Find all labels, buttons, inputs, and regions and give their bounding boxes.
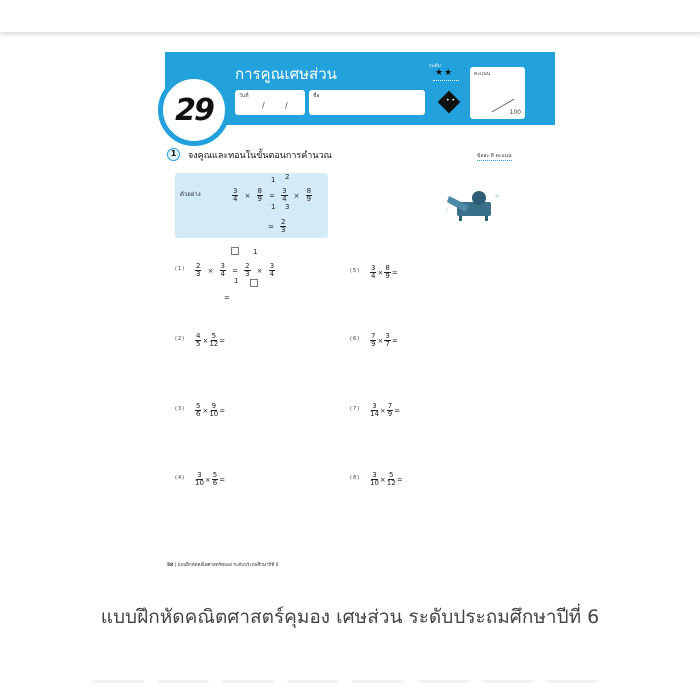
example-result: = $\frac{2}{3}$ (268, 218, 286, 234)
date-separator: / (285, 101, 288, 110)
problem-1-expression: $\frac{2}{3}$ × $\frac{3}{4}$ = $\frac{2}{3}$ × $\frac{3}{4}$ (196, 262, 275, 278)
problem-label: (5) (350, 268, 361, 274)
date-label: วันที่ (239, 93, 249, 99)
product-caption: แบบฝึกหัดคณิตศาสตร์คุมอง เศษส่วน ระดับประถมศึกษาปีที่ 6 (100, 606, 600, 628)
problem-label: (3) (175, 406, 186, 412)
problem-8-expression[interactable]: $\frac{3}{10}$ × $\frac{5}{12}$ = (370, 471, 403, 487)
cancel-value: 1 (271, 176, 276, 184)
page-footer (167, 561, 279, 568)
fraction: $\frac{3}{4}$ (233, 187, 238, 203)
score-box[interactable] (470, 67, 525, 119)
face-icon: • • (446, 97, 455, 104)
problem-label: (2) (175, 336, 186, 342)
worksheet-title: การคูณเศษส่วน (235, 65, 337, 83)
divider (433, 80, 459, 81)
section-number: 1 (167, 148, 180, 161)
problem-2-expression[interactable]: $\frac{4}{5}$ × $\frac{5}{12}$ = (196, 332, 226, 348)
fraction: $\frac{8}{9}$ (306, 187, 312, 203)
lesson-number-badge (158, 74, 230, 146)
problem-label: (8) (350, 475, 361, 481)
footer-book-title: แบบฝึกหัดคณิตศาสตร์คุมอง ระดับประถมศึกษาปีที่ 6 (177, 563, 279, 568)
answer-box[interactable] (250, 279, 258, 287)
problem-5-expression[interactable]: $\frac{3}{4}$ × $\frac{8}{9}$ = (371, 264, 398, 280)
example-label: ตัวอย่าง (180, 191, 201, 198)
cancel-value: 1 (253, 248, 258, 256)
problem-3-expression[interactable]: $\frac{5}{6}$ × $\frac{9}{10}$ = (196, 402, 226, 418)
problem-label: (7) (350, 406, 361, 412)
problem-label: (1) (175, 266, 186, 272)
page-number: 58 (167, 563, 174, 568)
thumbnail[interactable] (547, 680, 599, 683)
name-label: ชื่อ (313, 93, 320, 99)
fraction: $\frac{3}{4}$ (282, 187, 287, 203)
thumbnail[interactable] (287, 680, 339, 683)
thumbnail[interactable] (222, 680, 274, 683)
thumbnail[interactable] (417, 680, 469, 683)
svg-text:♪: ♪ (445, 208, 449, 214)
problem-7-expression[interactable]: $\frac{3}{14}$ × $\frac{7}{9}$ = (370, 402, 401, 418)
thumbnail-strip (92, 680, 599, 683)
equals-sign: = (224, 294, 230, 302)
date-separator: / (262, 101, 265, 110)
cancel-value: 3 (285, 203, 290, 211)
top-bar (0, 0, 700, 33)
problem-label: (4) (175, 475, 186, 481)
score-label: คะแนน (474, 71, 491, 77)
problem-label: (6) (350, 336, 361, 342)
date-field[interactable] (235, 90, 305, 115)
worksheet-page (150, 34, 570, 579)
thumbnail[interactable] (352, 680, 404, 683)
example-expression: $\frac{3}{4}$ × $\frac{8}{9}$ = $\frac{3}{4}$ × $\frac{8}{9}$ (233, 187, 312, 203)
thumbnail[interactable] (482, 680, 534, 683)
thumbnail[interactable] (157, 680, 209, 683)
fraction: $\frac{8}{9}$ (257, 187, 262, 203)
problem-4-expression[interactable]: $\frac{3}{10}$ × $\frac{5}{6}$ = (195, 471, 226, 487)
problem-6-expression[interactable]: $\frac{7}{9}$ × $\frac{3}{7}$ = (371, 332, 398, 348)
section-instruction: จงคูณและทอนในขั้นตอนการคำนวณ (188, 151, 332, 161)
difficulty-stars-icon: ★★ (435, 68, 454, 78)
cancel-value: 2 (285, 173, 290, 181)
answer-box[interactable] (231, 247, 239, 255)
fraction: $\frac{2}{3}$ (280, 218, 286, 234)
name-field[interactable] (309, 90, 425, 115)
lesson-number: 29 (175, 92, 213, 128)
score-max: 100 (509, 109, 521, 116)
level-label: ระดับ (429, 63, 441, 69)
points-label: ข้อละ 8 คะแนน (477, 153, 512, 159)
svg-text:✲: ✲ (495, 194, 500, 200)
thumbnail[interactable] (92, 680, 144, 683)
cancel-value: 1 (271, 203, 276, 211)
footer-separator: | (174, 563, 177, 568)
example-box (175, 173, 328, 238)
cancel-value: 1 (234, 277, 239, 285)
mascot-illustration-icon (443, 186, 501, 224)
